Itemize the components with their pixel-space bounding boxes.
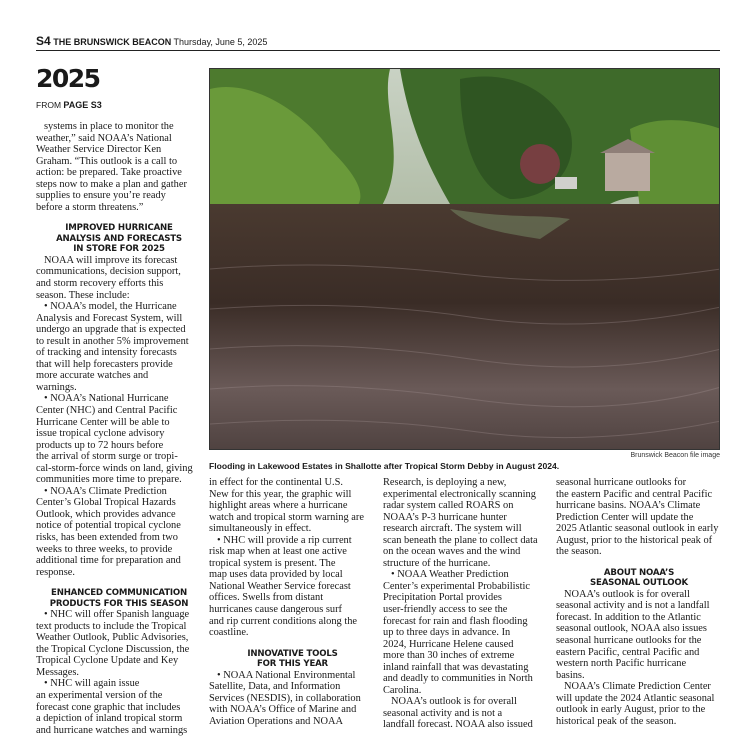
text-line: the season. [556, 546, 602, 558]
text-line: 2025 Atlantic seasonal outlook in early [556, 523, 719, 535]
text-line: seasonal outlook, NOAA also issues [556, 623, 707, 635]
heading-line: IN STORE FOR 2025 [73, 244, 165, 255]
text-line: on the ocean waves and the wind [383, 546, 521, 558]
text-line: NOAA’s Climate Prediction Center [564, 681, 711, 693]
paragraph [209, 535, 376, 639]
heading-line: ENHANCED COMMUNICATION [51, 588, 187, 599]
section-spacer [556, 558, 722, 568]
text-line: Weather Outlook, Public Advisories, [36, 632, 189, 644]
text-line: highlight areas where a hurricane [209, 500, 348, 512]
text-line: a depiction of inland tropical storm [36, 713, 183, 725]
text-line: Hurricane Center will be able to [36, 416, 170, 428]
paragraph [209, 477, 376, 535]
text-line: offices. Swells from distant [209, 592, 324, 604]
heading-line: ANALYSIS AND FORECASTS [56, 233, 182, 244]
article-column-4 [556, 477, 722, 727]
text-line: August, prior to the historical peak of [556, 534, 713, 546]
text-line: and hurricane watches and warnings [36, 724, 188, 736]
text-line: 2024, Hurricane Helene caused [383, 638, 514, 650]
text-line: response. [36, 566, 75, 578]
text-line: research aircraft. The system will [383, 523, 522, 535]
text-line: more accurate watches and [36, 370, 149, 382]
text-line: and deadly to communities in North [383, 673, 533, 685]
text-line: warnings. [36, 381, 77, 393]
text-line: inland rainfall that was devastating [383, 661, 529, 673]
text-line: coastline. [209, 627, 249, 639]
section-spacer [36, 578, 202, 588]
text-line: experimental electronically scanning [383, 488, 536, 500]
heading-line: FOR THIS YEAR [257, 659, 328, 670]
text-line: Prediction Center will update the [556, 511, 694, 523]
text-line: more than 30 inches of extreme [383, 650, 515, 662]
article-column-2 [209, 477, 376, 727]
text-line: products up to 72 hours before [36, 439, 164, 451]
text-line: undergo an upgrade that is expected [36, 324, 186, 336]
text-line: • NHC will again issue [44, 678, 140, 690]
text-line: systems in place to monitor the [44, 121, 174, 132]
jump-from-label: FROM [36, 100, 62, 110]
text-line: user-friendly access to see the [383, 604, 508, 616]
jump-from-page: PAGE S3 [63, 100, 102, 110]
section-heading [36, 223, 202, 255]
paragraph [556, 589, 722, 681]
section-spacer [209, 639, 376, 649]
text-line: cal-storm-force winds on land, giving [36, 462, 193, 474]
text-line: communities more time to prepare. [36, 474, 182, 486]
text-line: seasonal activity and is not a landfall [556, 600, 710, 612]
text-line: NOAA’s outlook is for overall [391, 696, 517, 708]
text-line: before a storm threatens.” [36, 201, 144, 213]
text-line: Services (NESDIS), in collaboration [209, 692, 361, 704]
text-line: up to three days in advance. In [383, 627, 511, 639]
paragraph [383, 569, 550, 696]
newspaper-name: THE BRUNSWICK BEACON [53, 37, 172, 47]
text-line: risk map when at least one active [209, 546, 347, 558]
text-line: western north Pacific hurricane [556, 658, 687, 670]
text-line: Research, is deploying a new, [383, 477, 507, 488]
paragraph [36, 609, 202, 678]
text-line: an experimental version of the [36, 690, 163, 702]
text-line: outlook in early August, prior to the [556, 704, 706, 716]
text-line: Weather Service Director Ken [36, 144, 162, 156]
paragraph [383, 477, 550, 569]
text-line: text products to include the Tropical [36, 620, 187, 632]
paragraph [36, 486, 202, 578]
text-line: Outlook, which provides advance [36, 508, 176, 520]
text-line: Tropical Cyclone Update and Key [36, 655, 179, 667]
heading-line: PRODUCTS FOR THIS SEASON [49, 598, 189, 609]
text-line: with NOAA’s Office of Marine and [209, 704, 357, 716]
text-line: hurricanes cause dangerous surf [209, 604, 343, 616]
text-line: NOAA’s P-3 hurricane hunter [383, 511, 507, 523]
page-masthead [36, 34, 720, 51]
article-column-3 [383, 477, 550, 731]
paragraph [36, 678, 202, 736]
text-line: the eastern Pacific and central Pacific [556, 488, 713, 500]
text-line: Precipitation Portal provides [383, 592, 502, 604]
text-line: the arrival of storm surge or tropi- [36, 451, 178, 463]
text-line: Aviation Operations and NOAA [209, 715, 343, 727]
text-line: weather,” said NOAA’s National [36, 132, 172, 144]
text-line: • NOAA’s model, the Hurricane [44, 301, 177, 313]
issue-date: Thursday, June 5, 2025 [173, 37, 268, 47]
text-line: hurricane basins. NOAA’s Climate [556, 500, 701, 512]
text-line: seasonal activity and is not a [383, 707, 503, 719]
heading-line: INNOVATIVE TOOLS [247, 648, 338, 659]
text-line: NOAA will improve its forecast [44, 254, 178, 266]
text-line: • NHC will provide a rip current [217, 534, 352, 546]
text-line: • NOAA’s Climate Prediction [44, 485, 167, 497]
text-line: of tracking and intensity forecasts [36, 347, 177, 359]
heading-line: ABOUT NOAA’S [603, 567, 675, 578]
text-line: historical peak of the season. [556, 715, 677, 727]
section-heading [36, 588, 202, 609]
text-line: Carolina. [383, 684, 422, 696]
text-line: seasonal hurricane outlooks for the [556, 635, 702, 647]
text-line: eastern Pacific, central Pacific and [556, 646, 700, 658]
story-kicker: 2025 [36, 64, 100, 93]
text-line: • NOAA National Environmental [217, 669, 356, 681]
section-spacer [36, 213, 202, 223]
paragraph [36, 255, 202, 301]
heading-line: IMPROVED HURRICANE [65, 223, 173, 234]
text-line: Graham. “This outlook is a call to [36, 155, 178, 167]
text-line: the Tropical Cyclone Discussion, the [36, 643, 190, 655]
paragraph [36, 121, 202, 213]
text-line: Center’s Global Tropical Hazards [36, 497, 176, 509]
text-line: forecast cone graphic that includes [36, 701, 181, 713]
text-line: in effect for the continental U.S. [209, 477, 343, 488]
text-line: • NOAA Weather Prediction [391, 569, 509, 581]
text-line: and rip current conditions along the [209, 615, 358, 627]
photo-credit: Brunswick Beacon file image [630, 452, 720, 459]
text-line: issue tropical cyclone advisory [36, 428, 165, 440]
article-column-1 [36, 121, 202, 736]
text-line: tropical system is present. The [209, 557, 336, 569]
paragraph [36, 393, 202, 485]
text-line: basins. [556, 669, 585, 681]
paragraph [383, 696, 550, 731]
text-line: • NHC will offer Spanish language [44, 609, 190, 621]
text-line: forecast. In addition to the Atlantic [556, 611, 701, 623]
text-line: action: be prepared. Take proactive [36, 167, 182, 179]
text-line: structure of the hurricane. [383, 557, 491, 569]
text-line: map uses data provided by local [209, 569, 343, 581]
text-line: risks, has been extended from two [36, 532, 178, 543]
text-line: steps now to make a plan and gather [36, 178, 187, 190]
jump-line [36, 100, 102, 110]
text-line: watch and tropical storm warning are [209, 511, 364, 523]
paragraph [556, 477, 722, 558]
text-line: scan beneath the plane to collect data [383, 534, 538, 546]
text-line: to result in another 5% improvement [36, 335, 189, 347]
text-line: New for this year, the graphic will [209, 488, 352, 500]
paragraph [556, 681, 722, 727]
text-line: additional time for preparation and [36, 555, 181, 567]
text-line: landfall forecast. NOAA also issued [383, 719, 533, 731]
text-line: forecast for rain and flash flooding [383, 615, 528, 627]
text-line: weeks to three weeks, to provide [36, 543, 173, 555]
flooded-neighborhood-image [210, 69, 720, 450]
text-line: will update the 2024 Atlantic seasonal [556, 692, 715, 704]
flood-photo [209, 68, 720, 450]
text-line: Center (NHC) and Central Pacific [36, 404, 178, 416]
text-line: that will help forecasters provide [36, 358, 173, 370]
section-heading [556, 568, 722, 589]
heading-line: SEASONAL OUTLOOK [590, 578, 688, 589]
text-line: and storm recovery efforts this [36, 277, 164, 289]
text-line: NOAA’s outlook is for overall [564, 588, 690, 600]
paragraph [36, 301, 202, 393]
text-line: seasonal hurricane outlooks for [556, 477, 687, 488]
text-line: • NOAA’s National Hurricane [44, 393, 169, 405]
text-line: season. These include: [36, 289, 130, 301]
text-line: Satellite, Data, and Information [209, 681, 341, 693]
text-line: supplies to ensure you’re ready [36, 190, 166, 202]
text-line: communications, decision support, [36, 266, 181, 278]
paragraph [209, 670, 376, 728]
text-line: National Weather Service forecast [209, 580, 351, 592]
text-line: Center’s experimental Probabilistic [383, 580, 530, 592]
text-line: simultaneously in effect. [209, 523, 312, 535]
page-number: S4 [36, 34, 51, 48]
text-line: notice of potential tropical cyclone [36, 520, 181, 532]
text-line: radar system called ROARS on [383, 500, 514, 512]
photo-caption: Flooding in Lakewood Estates in Shallotte after Tropical Storm Debby in August 2024. [209, 461, 560, 471]
section-heading [209, 649, 376, 670]
text-line: Messages. [36, 666, 79, 678]
text-line: Analysis and Forecast System, will [36, 312, 183, 324]
